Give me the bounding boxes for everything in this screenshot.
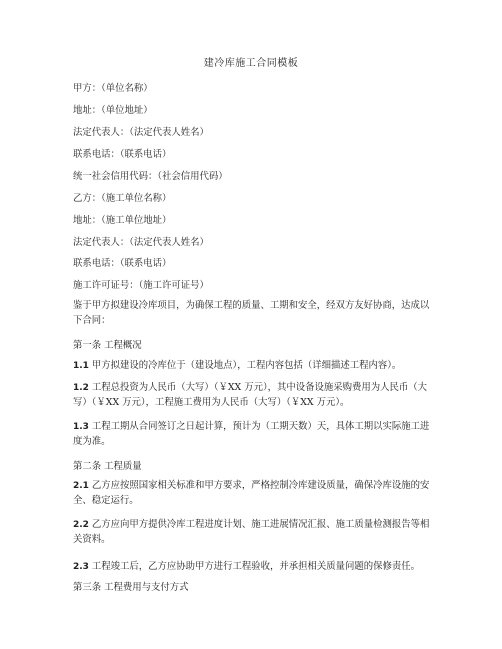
clause-text: 工程工期从合同签订之日起计算，预计为（工期天数）天，具体工期以实际施工进度为准。 — [73, 421, 430, 447]
party-b-address: 地址：（施工单位地址） — [73, 215, 172, 226]
clause-1-1 — [73, 359, 433, 374]
party-b-name: 乙方：（施工单位名称） — [73, 193, 172, 204]
clause-1-3 — [73, 420, 433, 449]
clause-2-1 — [73, 479, 433, 508]
article-3-heading: 第三条 工程费用与支付方式 — [73, 582, 189, 593]
party-a-phone: 联系电话：（联系电话） — [73, 149, 172, 160]
party-a-address: 地址：（单位地址） — [73, 105, 153, 116]
clause-text: 乙方应向甲方提供冷库工程进度计划、施工进展情况汇报、施工质量检测报告等相关资料。 — [73, 519, 430, 545]
clause-number: 1.1 — [73, 361, 89, 371]
clause-text: 甲方拟建设的冷库位于（建设地点），工程内容包括（详细描述工程内容）。 — [88, 360, 402, 371]
party-b-license: 施工许可证号：（施工许可证号） — [73, 280, 209, 291]
clause-number: 1.3 — [73, 422, 89, 432]
clause-number: 2.1 — [73, 481, 89, 491]
clause-2-2 — [73, 518, 433, 547]
article-2-heading: 第二条 工程质量 — [73, 461, 142, 472]
article-1-heading: 第一条 工程概况 — [73, 340, 142, 351]
party-a-legal-rep: 法定代表人：（法定代表人姓名） — [73, 127, 209, 138]
party-b-phone: 联系电话：（联系电话） — [73, 258, 172, 269]
clause-text: 工程总投资为人民币（大写）（￥XX 万元），其中设备设施采购费用为人民币（大写）（￥XX 万元），工程施工费用为人民币（大写）（￥XX 万元）。 — [73, 382, 427, 408]
party-a-credit-code: 统一社会信用代码：（社会信用代码） — [73, 171, 228, 182]
clause-text: 乙方应按照国家相关标准和甲方要求，严格控制冷库建设质量，确保冷库设施的安全、稳定运行。 — [73, 480, 430, 506]
document-title: 建冷库施工合同模板 — [203, 58, 299, 69]
clause-number: 2.2 — [73, 520, 89, 530]
party-b-legal-rep: 法定代表人：（法定代表人姓名） — [73, 237, 209, 248]
clause-2-3 — [73, 560, 420, 574]
clause-number: 1.2 — [73, 383, 89, 393]
clause-text: 工程竣工后，乙方应协助甲方进行工程验收，并承担相关质量问题的保修责任。 — [88, 561, 421, 572]
preamble-paragraph: 鉴于甲方拟建设冷库项目，为确保工程的质量、工期和安全，经双方友好协商，达成以下合同： — [73, 300, 430, 326]
clause-1-2 — [73, 381, 433, 410]
party-a-name: 甲方：（单位名称） — [73, 83, 153, 94]
clause-number: 2.3 — [73, 562, 89, 572]
